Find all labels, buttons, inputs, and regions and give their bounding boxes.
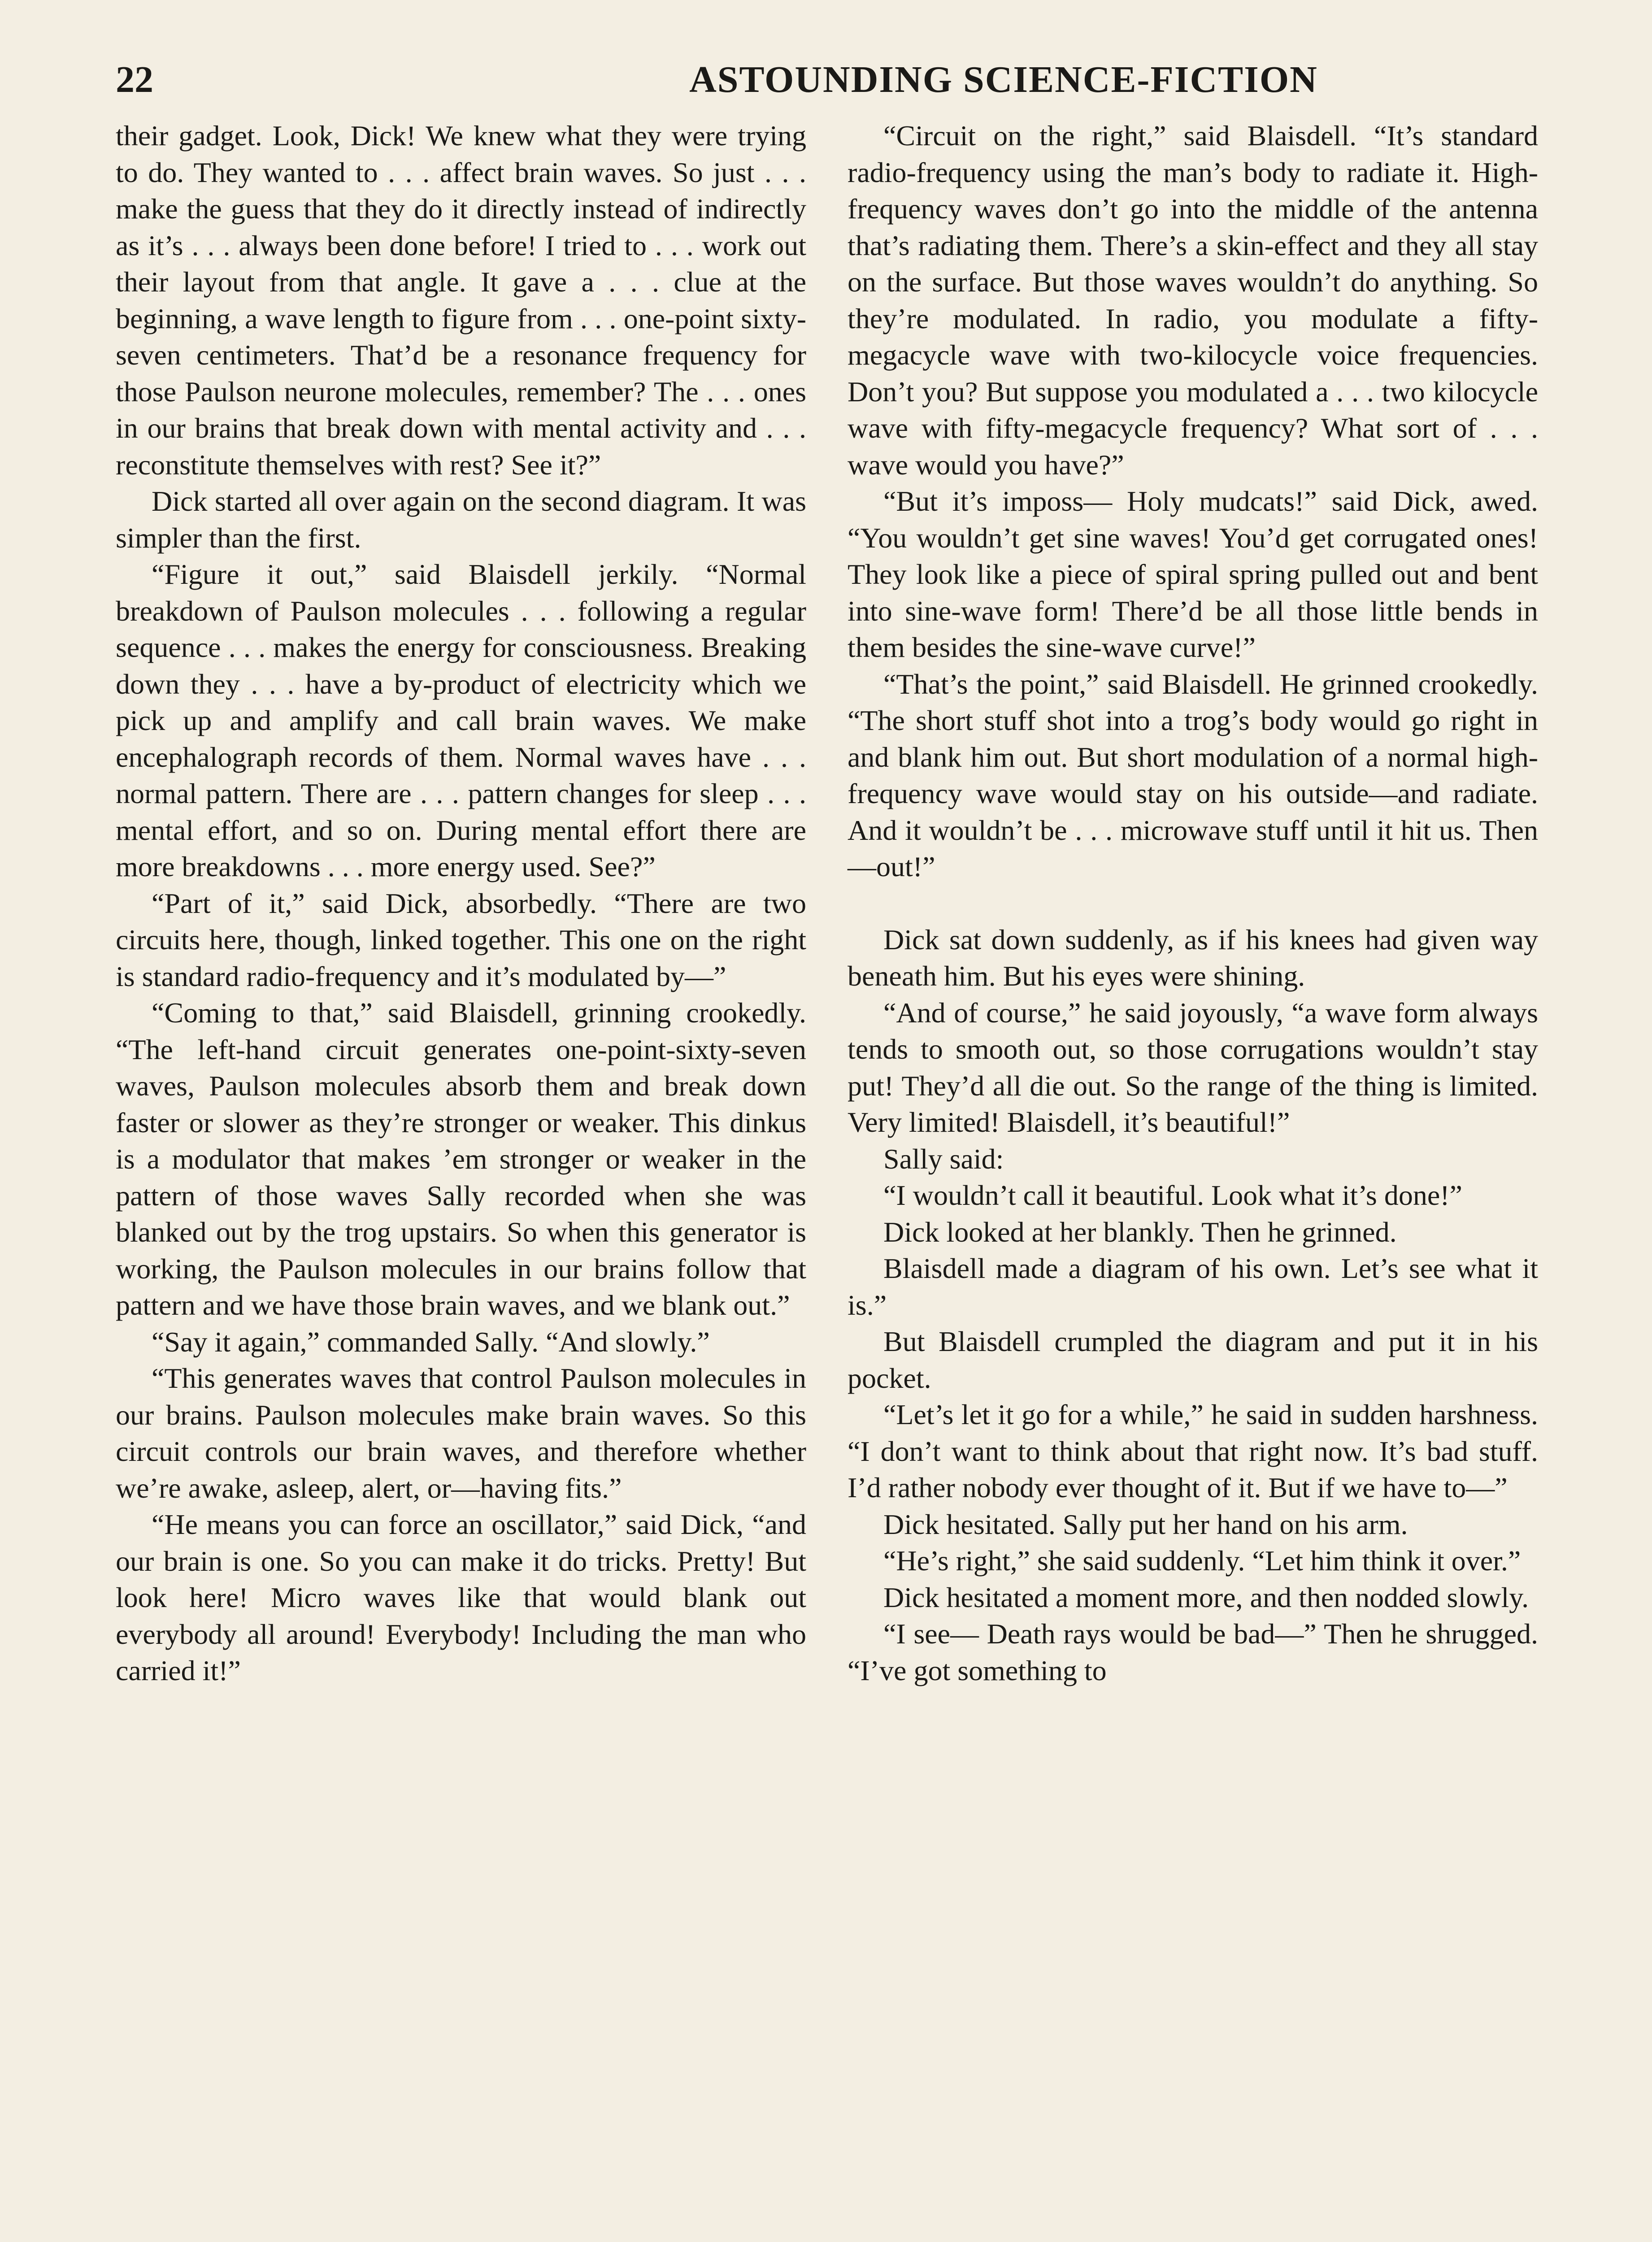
paragraph: “But it’s imposs— Holy mudcats!” said Dick, awed. “You wouldn’t get sine waves! You’d get corrugated ones! They look like a piece of spiral spring pulled out and bent into sine-wave form! There’d be all those little bends in them besides the sine-wave curve!” <box>848 485 1538 663</box>
paragraph: “He’s right,” she said suddenly. “Let him think it over.” <box>883 1545 1521 1577</box>
paragraph: “I wouldn’t call it beautiful. Look what it’s done!” <box>883 1179 1462 1211</box>
page-number: 22 <box>116 59 153 100</box>
paragraph: “Say it again,” commanded Sally. “And slowly.” <box>152 1325 710 1358</box>
page-header <box>116 53 1533 107</box>
magazine-title: ASTOUNDING SCIENCE-FICTION <box>689 59 1318 100</box>
paragraph: Dick started all over again on the second diagram. It was simpler than the first. <box>116 485 806 554</box>
left-column <box>116 117 806 1689</box>
paragraph: “And of course,” he said joyously, “a wave form always tends to smooth out, so those corrugations wouldn’t stay put! They’d all die out. So the range of the thing is limited. Very limited! Blaisdell, it’s beautiful!” <box>848 996 1538 1138</box>
right-column <box>848 117 1538 1689</box>
paragraph: “I see— Death rays would be bad—” Then he shrugged. “I’ve got something to <box>848 1618 1538 1686</box>
paragraph: Blaisdell made a diagram of his own. Let’s see what it is.” <box>848 1252 1538 1321</box>
paragraph: “Let’s let it go for a while,” he said in sudden harshness. “I don’t want to think about that right now. It’s bad stuff. I’d rather nobody ever thought of it. But if we have to—” <box>848 1399 1538 1503</box>
paragraph: “This generates waves that control Paulson molecules in our brains. Paulson molecules make brain waves. So this circuit controls our brain waves, and therefore whether we’re awake, asleep, alert, or—having fits.” <box>116 1362 806 1504</box>
paragraph: “Figure it out,” said Blaisdell jerkily. “Normal breakdown of Paulson molecules . . . following a regular sequence . . . makes the energy for consciousness. Breaking down they . . . have a by-product of electricity which we pick up and amplify and call brain waves. We make encephalograph records of them. Normal waves have . . . normal pattern. There are . . . pattern changes for sleep . . . mental effort, and so on. During mental effort there are more breakdowns . . . more energy used. See?” <box>116 558 806 882</box>
paragraph: But Blaisdell crumpled the diagram and put it in his pocket. <box>848 1325 1538 1394</box>
paragraph: their gadget. Look, Dick! We knew what they were trying to do. They wanted to . . . affect brain waves. So just . . . make the guess that they do it directly instead of indirectly as it’s . . . always been done before! I tried to . . . work out their layout from that angle. It gave a . . . clue at the beginning, a wave length to figure from . . . one-point sixty-seven centimeters. That’d be a resonance frequency for those Paulson neurone molecules, remember? The . . . ones in our brains that break down with mental activity and . . . reconstitute themselves with rest? See it?” <box>116 120 806 481</box>
paragraph: Dick sat down suddenly, as if his knees had given way beneath him. But his eyes were shining. <box>848 923 1538 992</box>
paragraph: Dick hesitated a moment more, and then nodded slowly. <box>883 1581 1529 1613</box>
paragraph: “He means you can force an oscillator,” said Dick, “and our brain is one. So you can make it do tricks. Pretty! But look here! Micro waves like that would blank out everybody all around! Everybody! Including the man who carried it!” <box>116 1508 806 1686</box>
paragraph: “That’s the point,” said Blaisdell. He grinned crookedly. “The short stuff shot into a trog’s body would go right in and blank him out. But short modulation of a normal high-frequency wave would stay on his outside—and radiate. And it wouldn’t be . . . microwave stuff until it hit us. Then—out!” <box>848 668 1538 882</box>
paragraph: Sally said: <box>883 1143 1004 1175</box>
paragraph: “Part of it,” said Dick, absorbedly. “There are two circuits here, though, linked together. This one on the right is standard radio-frequency and it’s modulated by—” <box>116 887 806 992</box>
paragraph: Dick hesitated. Sally put her hand on his arm. <box>883 1508 1408 1540</box>
paragraph: Dick looked at her blankly. Then he grinned. <box>883 1216 1397 1248</box>
paragraph: “Circuit on the right,” said Blaisdell. “It’s standard radio-frequency using the man’s body to radiate it. High-frequency waves don’t go into the middle of the antenna that’s radiating them. There’s a skin-effect and they all stay on the surface. But those waves wouldn’t do anything. So they’re modulated. In radio, you modulate a fifty-megacycle wave with two-kilocycle voice frequencies. Don’t you? But suppose you modulated a . . . two kilocycle wave with fifty-megacycle frequency? What sort of . . . wave would you have?” <box>848 120 1538 481</box>
paragraph: “Coming to that,” said Blaisdell, grinning crookedly. “The left-hand circuit generates one-point-sixty-seven waves, Paulson molecules absorb them and break down faster or slower as they’re stronger or weaker. This dinkus is a modulator that makes ’em stronger or weaker in the pattern of those waves Sally recorded when she was blanked out by the trog upstairs. So when this generator is working, the Paulson molecules in our brains follow that pattern and we have those brain waves, and we blank out.” <box>116 997 806 1321</box>
